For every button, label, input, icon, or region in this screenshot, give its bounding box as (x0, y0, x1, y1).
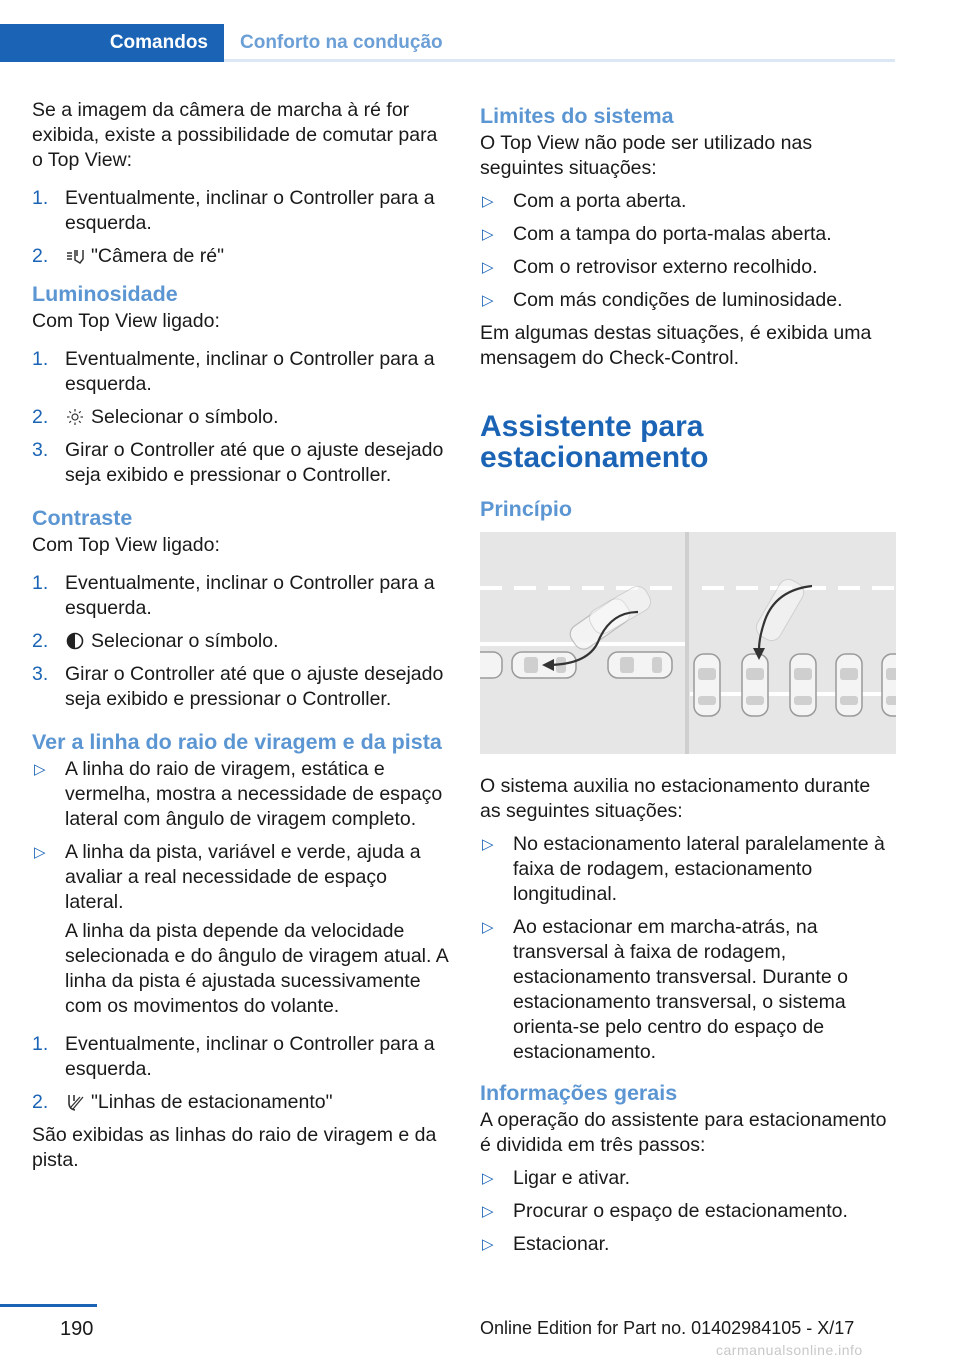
step-text: Eventualmente, inclinar o Controller para a esquerda. (65, 348, 435, 395)
tab-underline (224, 59, 895, 62)
section-lead: O Top View não pode ser utilizado nas seguintes situações: (480, 132, 813, 179)
bullet-text: A linha da pista, variável e verde, ajuda a avaliar a real necessidade de espaço lateral. (65, 841, 421, 913)
limites-bullets (480, 189, 896, 313)
list-item (32, 1090, 448, 1115)
brightness-icon (65, 408, 85, 426)
assistente-lead: O sistema auxilia no estacionamento durante as seguintes situações: (480, 775, 871, 822)
informacoes-lead: A operação do assistente para estacionamento é dividida em três passos: (480, 1109, 887, 1156)
step-number: 3. (32, 663, 49, 685)
intro-steps (32, 186, 448, 269)
step-number: 2. (32, 406, 49, 428)
list-item (32, 662, 448, 712)
list-item (480, 189, 896, 214)
contraste-steps (32, 571, 448, 712)
bullet-text: Procurar o espaço de estacionamento. (513, 1200, 848, 1222)
header-tabbar (0, 24, 895, 62)
triangle-bullet-icon: ▷ (34, 844, 46, 861)
section-lead: Com Top View ligado: (32, 310, 220, 332)
intro-paragraph: Se a imagem da câmera de marcha à ré for exibida, existe a possibilidade de comutar para o Top View: (32, 99, 438, 171)
triangle-bullet-icon: ▷ (482, 836, 494, 853)
assistente-bullets (480, 832, 896, 1065)
list-item (480, 915, 896, 1065)
step-number: 1. (32, 187, 49, 209)
section-title-linhas: Ver a linha do raio de viragem e da pista (32, 730, 442, 754)
triangle-bullet-icon: ▷ (482, 1203, 494, 1220)
list-item (32, 244, 448, 269)
list-item (32, 347, 448, 397)
step-text: Eventualmente, inclinar o Controller para a esquerda. (65, 572, 435, 619)
step-text: Eventualmente, inclinar o Controller para a esquerda. (65, 1033, 435, 1080)
bullet-text: Com a tampa do porta-malas aberta. (513, 223, 832, 245)
section-title-informacoes: Informações gerais (480, 1081, 678, 1105)
page-number: 190 (60, 1318, 94, 1340)
list-item (480, 288, 896, 313)
step-number: 2. (32, 1091, 49, 1113)
luminosidade-steps (32, 347, 448, 488)
section-title-limites: Limites do sistema (480, 104, 674, 128)
list-item (32, 757, 448, 832)
step-number: 3. (32, 439, 49, 461)
triangle-bullet-icon: ▷ (482, 292, 494, 309)
bullet-text: Com o retrovisor externo recolhido. (513, 256, 818, 278)
bullet-text: Ligar e ativar. (513, 1167, 631, 1189)
informacoes-bullets (480, 1166, 896, 1257)
right-column (480, 98, 896, 1270)
bullet-subparagraph: A linha da pista depende da velocidade selecionada e do ângulo de viragem atual. A linha da pista é ajustada sucessivamente com os movimentos do volante. (65, 920, 448, 1017)
step-text: "Linhas de estacionamento" (91, 1091, 333, 1113)
step-number: 2. (32, 245, 49, 267)
bullet-text: Ao estacionar em marcha-atrás, na transversal à faixa de rodagem, estacionamento transversal. Durante o estacionamento transversal, o sistema orienta-se pelo centro do espaço de estacionamento. (513, 916, 848, 1063)
list-item (32, 840, 448, 1019)
list-item (480, 1166, 896, 1191)
triangle-bullet-icon: ▷ (34, 761, 46, 778)
rear-camera-icon (65, 247, 85, 265)
edition-note: Online Edition for Part no. 01402984105 - X/17 (480, 1318, 855, 1338)
bullet-text: No estacionamento lateral paralelamente à faixa de rodagem, estacionamento longitudinal. (513, 833, 885, 905)
parking-lines-icon (65, 1093, 85, 1111)
contrast-icon (65, 632, 85, 650)
triangle-bullet-icon: ▷ (482, 919, 494, 936)
parking-assistant-illustration (480, 532, 896, 754)
watermark: carmanualsonline.info (716, 1342, 863, 1358)
section-lead: Com Top View ligado: (32, 534, 220, 556)
list-item (480, 1232, 896, 1257)
list-item (480, 255, 896, 280)
left-column (32, 98, 448, 1186)
list-item (480, 1199, 896, 1224)
list-item (480, 222, 896, 247)
bullet-text: A linha do raio de viragem, estática e vermelha, mostra a necessidade de espaço lateral com ângulo de viragem completo. (65, 758, 443, 830)
step-text: Girar o Controller até que o ajuste desejado seja exibido e pressionar o Controller. (65, 439, 444, 486)
step-text: "Câmera de ré" (91, 245, 225, 267)
list-item (480, 832, 896, 907)
list-item (32, 405, 448, 430)
linhas-bullets (32, 757, 448, 1019)
bullet-text: Com más condições de luminosidade. (513, 289, 843, 311)
footer-accent-line (0, 1304, 97, 1307)
triangle-bullet-icon: ▷ (482, 259, 494, 276)
step-number: 2. (32, 630, 49, 652)
step-text: Girar o Controller até que o ajuste desejado seja exibido e pressionar o Controller. (65, 663, 444, 710)
step-number: 1. (32, 572, 49, 594)
step-number: 1. (32, 1033, 49, 1055)
linhas-steps (32, 1032, 448, 1115)
triangle-bullet-icon: ▷ (482, 226, 494, 243)
tab-conforto-na-conducao[interactable]: Conforto na condução (240, 32, 443, 53)
step-text: Eventualmente, inclinar o Controller para a esquerda. (65, 187, 435, 234)
bullet-text: Com a porta aberta. (513, 190, 687, 212)
list-item (32, 1032, 448, 1082)
list-item (32, 629, 448, 654)
tab-comandos[interactable]: Comandos (0, 24, 224, 62)
step-text: Selecionar o símbolo. (91, 406, 279, 428)
list-item (32, 571, 448, 621)
section-title-contraste: Contraste (32, 506, 133, 530)
bullet-text: Estacionar. (513, 1233, 610, 1255)
limites-outro: Em algumas destas situações, é exibida uma mensagem do Check-Control. (480, 322, 872, 369)
section-title-assistente: Assistente para estacionamento (480, 410, 709, 474)
triangle-bullet-icon: ▷ (482, 193, 494, 210)
triangle-bullet-icon: ▷ (482, 1170, 494, 1187)
step-text: Selecionar o símbolo. (91, 630, 279, 652)
list-item (32, 438, 448, 488)
section-title-principio: Princípio (480, 497, 572, 521)
triangle-bullet-icon: ▷ (482, 1236, 494, 1253)
list-item (32, 186, 448, 236)
linhas-outro: São exibidas as linhas do raio de viragem e da pista. (32, 1124, 437, 1171)
section-title-luminosidade: Luminosidade (32, 282, 178, 306)
step-number: 1. (32, 348, 49, 370)
